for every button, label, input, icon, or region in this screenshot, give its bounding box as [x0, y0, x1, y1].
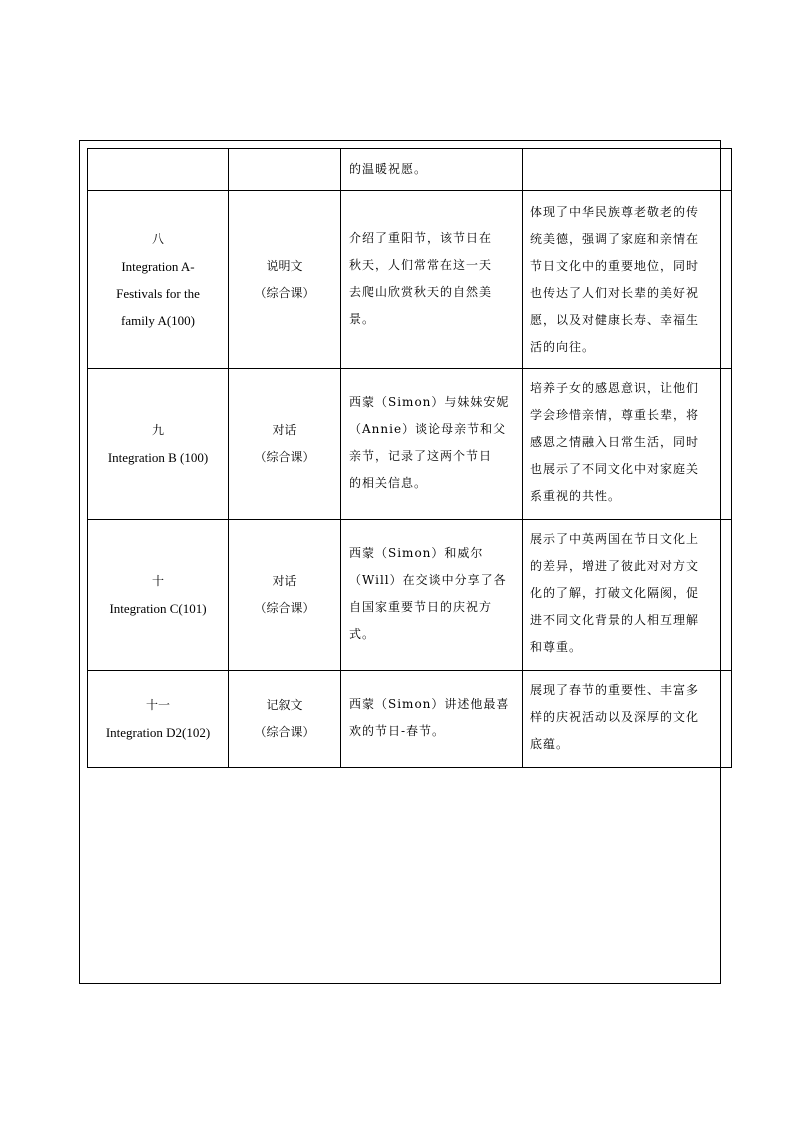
course-type: （综合课） [254, 725, 315, 739]
content-line: 西蒙（Simon）讲述他最喜 [349, 697, 510, 711]
content-line: 西蒙（Simon）与妹妹安妮 [349, 395, 510, 409]
value-line: 和尊重。 [530, 640, 583, 654]
value-line: 底蕴。 [530, 737, 570, 751]
table-row [88, 520, 732, 671]
content-cell [341, 191, 523, 369]
content-cell [341, 149, 523, 191]
content-line: 的相关信息。 [349, 476, 428, 490]
unit-title-line: Festivals for the [116, 285, 200, 301]
unit-title-line: Integration D2(102) [105, 725, 211, 740]
content-line: 秋天，人们常常在这一天 [349, 258, 493, 272]
value-line: 也传达了人们对长辈的美好祝 [530, 286, 700, 300]
value-line: 学会珍惜亲情，尊重长辈，将 [530, 408, 700, 422]
unit-cell [88, 369, 229, 520]
content-cell [341, 520, 523, 671]
unit-cell [88, 191, 229, 369]
lesson-table [87, 148, 732, 768]
value-cell [523, 149, 732, 191]
value-line: 感恩之情融入日常生活，同时 [530, 435, 700, 449]
value-line: 统美德，强调了家庭和亲情在 [530, 232, 700, 246]
type-cell [229, 191, 341, 369]
type-cell [229, 369, 341, 520]
value-line: 愿，以及对健康长寿、幸福生 [530, 313, 700, 327]
content-line: 式。 [349, 627, 376, 641]
unit-number: 九 [151, 423, 164, 437]
unit-cell [88, 520, 229, 671]
value-line: 样的庆祝活动以及深厚的文化 [530, 710, 700, 724]
type-cell [229, 520, 341, 671]
text-type: 对话 [272, 423, 297, 437]
unit-cell [88, 671, 229, 768]
content-cell [341, 369, 523, 520]
unit-title-line: Integration B (100) [107, 450, 209, 465]
value-line: 培养子女的感恩意识，让他们 [530, 381, 700, 395]
type-cell [229, 671, 341, 768]
text-type: 对话 [272, 574, 297, 588]
content-line: 去爬山欣赏秋天的自然美 [349, 285, 493, 299]
table-row [88, 671, 732, 768]
value-line: 的差异，增进了彼此对对方文 [530, 559, 700, 573]
content-line: 景。 [349, 312, 376, 326]
content-line: 西蒙（Simon）和威尔 [349, 546, 484, 560]
content-line: （Annie）谈论母亲节和父 [349, 422, 507, 436]
value-line: 节日文化中的重要地位，同时 [530, 259, 700, 273]
unit-title-line: family A(100) [120, 312, 195, 328]
course-type: （综合课） [254, 601, 315, 615]
value-line: 展现了春节的重要性、丰富多 [530, 683, 700, 697]
type-cell [229, 149, 341, 191]
content-line: 的温暖祝愿。 [349, 162, 428, 176]
value-line: 系重视的共性。 [530, 489, 622, 503]
value-line: 体现了中华民族尊老敬老的传 [530, 205, 700, 219]
value-cell [523, 520, 732, 671]
course-type: （综合课） [254, 450, 315, 464]
unit-cell [88, 149, 229, 191]
content-line: 介绍了重阳节，该节日在 [349, 231, 493, 245]
value-cell [523, 191, 732, 369]
value-cell [523, 369, 732, 520]
unit-number: 十 [151, 574, 164, 588]
text-type: 说明文 [266, 258, 303, 273]
value-line: 也展示了不同文化中对家庭关 [530, 462, 700, 476]
unit-title-line: Integration A- [121, 258, 195, 274]
value-line: 活的向往。 [530, 340, 596, 354]
content-cell [341, 671, 523, 768]
course-type: （综合课） [254, 285, 315, 300]
text-type: 记叙文 [266, 698, 303, 712]
table-row [88, 191, 732, 369]
unit-number: 十一 [145, 698, 170, 712]
content-line: （Will）在交谈中分享了各 [349, 573, 507, 587]
content-line: 亲节，记录了这两个节日 [349, 449, 493, 463]
value-line: 化的了解，打破文化隔阂，促 [530, 586, 700, 600]
value-line: 进不同文化背景的人相互理解 [530, 613, 700, 627]
content-line: 自国家重要节日的庆祝方 [349, 600, 493, 614]
unit-number: 八 [151, 231, 164, 246]
content-line: 欢的节日-春节。 [349, 724, 446, 738]
unit-title-line: Integration C(101) [109, 601, 207, 616]
table-row [88, 369, 732, 520]
table-row [88, 149, 732, 191]
value-line: 展示了中英两国在节日文化上 [530, 532, 700, 546]
value-cell [523, 671, 732, 768]
